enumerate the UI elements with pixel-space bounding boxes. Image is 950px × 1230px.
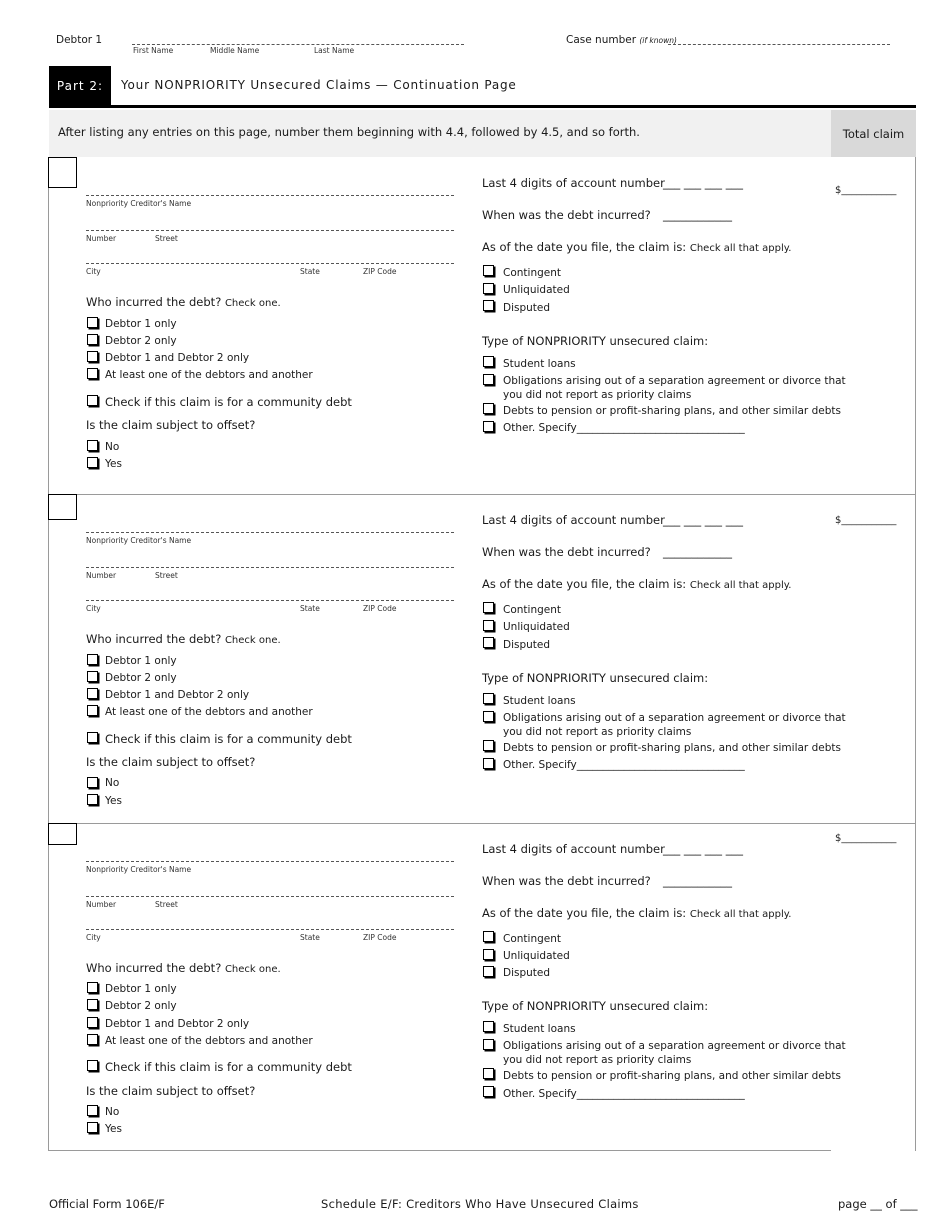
obligations-label: Obligations arising out of a separation agreement or divorce that — [503, 375, 846, 387]
city-state-zip-field[interactable] — [86, 263, 454, 264]
disputed-label: Disputed — [503, 967, 551, 979]
pension-label: Debts to pension or profit-sharing plans, and other similar debts — [503, 405, 841, 417]
part-title: Your NONPRIORITY Unsecured Claims — Continuation Page — [121, 78, 517, 92]
other-specify-field[interactable]: ________________________________ — [576, 422, 745, 434]
unliquidated-checkbox[interactable] — [483, 620, 494, 631]
obligations-label-cont: you did not report as priority claims — [503, 726, 692, 738]
unliquidated-label: Unliquidated — [503, 284, 570, 296]
number-label: Number — [86, 571, 117, 580]
as-of-date-text — [482, 577, 791, 591]
middle-name-label: Middle Name — [210, 46, 260, 55]
check-one-text: Check one. — [224, 964, 281, 975]
student-loans-label: Student loans — [503, 695, 576, 707]
debtor1-and-2-label: Debtor 1 and Debtor 2 only — [105, 1018, 250, 1030]
first-name-label: First Name — [133, 46, 174, 55]
creditor-name-field[interactable] — [86, 195, 454, 196]
obligations-label: Obligations arising out of a separation agreement or divorce that — [503, 1040, 846, 1052]
offset-yes-label: Yes — [105, 795, 122, 807]
instruction-text: After listing any entries on this page, number them beginning with 4.4, followed by 4.5, and so forth. — [58, 125, 640, 139]
student-loans-checkbox[interactable] — [483, 1021, 494, 1032]
debtor1-only-checkbox[interactable] — [87, 317, 98, 328]
contingent-checkbox[interactable] — [483, 602, 494, 613]
debtor1-and-2-label: Debtor 1 and Debtor 2 only — [105, 352, 250, 364]
frame-bottom — [48, 1150, 831, 1151]
contingent-label: Contingent — [503, 933, 561, 945]
who-incurred-question — [86, 295, 281, 309]
disputed-checkbox[interactable] — [483, 637, 494, 648]
last4-label: Last 4 digits of account number — [482, 176, 665, 190]
obligations-label-cont: you did not report as priority claims — [503, 1054, 692, 1066]
check-one-text: Check one. — [224, 635, 281, 646]
other-text: Other. Specify — [503, 759, 577, 771]
when-incurred-label: When was the debt incurred? — [482, 545, 651, 559]
disputed-checkbox[interactable] — [483, 966, 494, 977]
offset-question: Is the claim subject to offset? — [86, 1084, 256, 1098]
city-label: City — [86, 604, 101, 613]
total-claim-label: Total claim — [842, 126, 905, 141]
check-one-text: Check one. — [224, 298, 281, 309]
street-field[interactable] — [86, 896, 454, 897]
who-incurred-question — [86, 961, 281, 975]
other-checkbox[interactable] — [483, 1086, 494, 1097]
claim-type-label: Type of NONPRIORITY unsecured claim: — [482, 334, 709, 348]
city-label: City — [86, 933, 101, 942]
when-incurred-field[interactable]: ____________ — [663, 208, 732, 222]
if-known-text: (if known) — [639, 36, 677, 45]
pension-label: Debts to pension or profit-sharing plans, and other similar debts — [503, 1070, 841, 1082]
last4-label: Last 4 digits of account number — [482, 842, 665, 856]
at-least-one-checkbox[interactable] — [87, 1034, 98, 1045]
obligations-checkbox[interactable] — [483, 1039, 494, 1050]
debtor2-only-label: Debtor 2 only — [105, 1000, 177, 1012]
creditor-name-field[interactable] — [86, 861, 454, 862]
other-text: Other. Specify — [503, 1088, 577, 1100]
community-debt-label: Check if this claim is for a community debt — [105, 732, 352, 746]
at-least-one-label: At least one of the debtors and another — [105, 706, 313, 718]
zip-label: ZIP Code — [363, 267, 397, 276]
form-id: Official Form 106E/F — [49, 1197, 165, 1211]
street-label: Street — [155, 900, 178, 909]
claim-type-label: Type of NONPRIORITY unsecured claim: — [482, 999, 709, 1013]
debtor-label: Debtor 1 — [56, 34, 103, 46]
when-incurred-label: When was the debt incurred? — [482, 208, 651, 222]
last4-field[interactable]: ___ ___ ___ ___ — [663, 513, 743, 527]
who-incurred-question — [86, 632, 281, 646]
debtor1-only-label: Debtor 1 only — [105, 655, 177, 667]
contingent-label: Contingent — [503, 604, 561, 616]
street-field[interactable] — [86, 230, 454, 231]
city-state-zip-field[interactable] — [86, 600, 454, 601]
debtor1-only-label: Debtor 1 only — [105, 318, 177, 330]
part-number: Part 2: — [56, 79, 104, 93]
at-least-one-label: At least one of the debtors and another — [105, 1035, 313, 1047]
unliquidated-label: Unliquidated — [503, 950, 570, 962]
state-label: State — [300, 604, 320, 613]
check-all-text: Check all that apply. — [689, 580, 792, 591]
zip-label: ZIP Code — [363, 933, 397, 942]
who-incurred-text: Who incurred the debt? — [86, 961, 222, 975]
city-state-zip-field[interactable] — [86, 929, 454, 930]
other-specify-field[interactable]: ________________________________ — [576, 759, 745, 771]
obligations-label: Obligations arising out of a separation agreement or divorce that — [503, 712, 846, 724]
as-of-date-label: As of the date you file, the claim is: — [482, 577, 687, 591]
claim-type-label: Type of NONPRIORITY unsecured claim: — [482, 671, 709, 685]
when-incurred-label: When was the debt incurred? — [482, 874, 651, 888]
as-of-date-text — [482, 906, 791, 920]
offset-question: Is the claim subject to offset? — [86, 418, 256, 432]
city-label: City — [86, 267, 101, 276]
unliquidated-checkbox[interactable] — [483, 949, 494, 960]
when-incurred-field[interactable]: ____________ — [663, 874, 732, 888]
community-debt-label: Check if this claim is for a community debt — [105, 395, 352, 409]
unliquidated-label: Unliquidated — [503, 621, 570, 633]
who-incurred-text: Who incurred the debt? — [86, 632, 222, 646]
disputed-label: Disputed — [503, 302, 551, 314]
debtor1-only-label: Debtor 1 only — [105, 983, 177, 995]
as-of-date-label: As of the date you file, the claim is: — [482, 240, 687, 254]
debtor1-only-checkbox[interactable] — [87, 654, 98, 665]
when-incurred-field[interactable]: ____________ — [663, 545, 732, 559]
last4-label: Last 4 digits of account number — [482, 513, 665, 527]
offset-no-checkbox[interactable] — [87, 1105, 98, 1116]
contingent-checkbox[interactable] — [483, 931, 494, 942]
claim-entry — [0, 666, 950, 1135]
zip-label: ZIP Code — [363, 604, 397, 613]
check-all-text: Check all that apply. — [689, 909, 792, 920]
contingent-checkbox[interactable] — [483, 265, 494, 276]
number-label: Number — [86, 900, 117, 909]
disputed-label: Disputed — [503, 639, 551, 651]
creditor-name-label: Nonpriority Creditor's Name — [86, 199, 192, 208]
total-claim-amount[interactable]: $___________ — [835, 515, 897, 526]
offset-yes-label: Yes — [105, 1123, 122, 1135]
other-specify-field[interactable]: ________________________________ — [576, 1088, 745, 1100]
street-label: Street — [155, 234, 178, 243]
street-label: Street — [155, 571, 178, 580]
at-least-one-label: At least one of the debtors and another — [105, 369, 313, 381]
last4-field[interactable]: ___ ___ ___ ___ — [663, 176, 743, 190]
community-debt-checkbox[interactable] — [87, 1060, 98, 1071]
check-all-text: Check all that apply. — [689, 243, 792, 254]
last4-field[interactable]: ___ ___ ___ ___ — [663, 842, 743, 856]
pension-label: Debts to pension or profit-sharing plans, and other similar debts — [503, 742, 841, 754]
creditor-name-label: Nonpriority Creditor's Name — [86, 536, 192, 545]
disputed-checkbox[interactable] — [483, 300, 494, 311]
student-loans-label: Student loans — [503, 1023, 576, 1035]
debtor1-and-2-checkbox[interactable] — [87, 1017, 98, 1028]
obligations-label-cont: you did not report as priority claims — [503, 389, 692, 401]
case-number-text: Case number — [566, 34, 637, 46]
total-claim-amount[interactable]: $___________ — [835, 833, 897, 844]
offset-no-label: No — [105, 1106, 120, 1118]
state-label: State — [300, 267, 320, 276]
total-claim-amount[interactable]: $___________ — [835, 185, 897, 196]
number-label: Number — [86, 234, 117, 243]
debtor2-only-label: Debtor 2 only — [105, 335, 177, 347]
pension-checkbox[interactable] — [483, 1068, 494, 1079]
creditor-name-field[interactable] — [86, 532, 454, 533]
claim-entry — [0, 337, 950, 807]
offset-yes-checkbox[interactable] — [87, 1122, 98, 1133]
debtor1-and-2-label: Debtor 1 and Debtor 2 only — [105, 689, 250, 701]
offset-no-label: No — [105, 777, 120, 789]
form-title: Schedule E/F: Creditors Who Have Unsecured Claims — [321, 1197, 639, 1211]
debtor1-only-checkbox[interactable] — [87, 982, 98, 993]
debtor2-only-checkbox[interactable] — [87, 999, 98, 1010]
last-name-label: Last Name — [314, 46, 355, 55]
other-text: Other. Specify — [503, 422, 577, 434]
state-label: State — [300, 933, 320, 942]
page-indicator: page __ of ___ — [838, 1197, 918, 1211]
other-label — [503, 1088, 745, 1100]
as-of-date-label: As of the date you file, the claim is: — [482, 906, 687, 920]
student-loans-label: Student loans — [503, 358, 576, 370]
offset-yes-label: Yes — [105, 458, 122, 470]
as-of-date-text — [482, 240, 791, 254]
contingent-label: Contingent — [503, 267, 561, 279]
creditor-name-label: Nonpriority Creditor's Name — [86, 865, 192, 874]
street-field[interactable] — [86, 567, 454, 568]
offset-question: Is the claim subject to offset? — [86, 755, 256, 769]
community-debt-label: Check if this claim is for a community debt — [105, 1060, 352, 1074]
unliquidated-checkbox[interactable] — [483, 283, 494, 294]
offset-no-label: No — [105, 441, 120, 453]
debtor2-only-label: Debtor 2 only — [105, 672, 177, 684]
who-incurred-text: Who incurred the debt? — [86, 295, 222, 309]
